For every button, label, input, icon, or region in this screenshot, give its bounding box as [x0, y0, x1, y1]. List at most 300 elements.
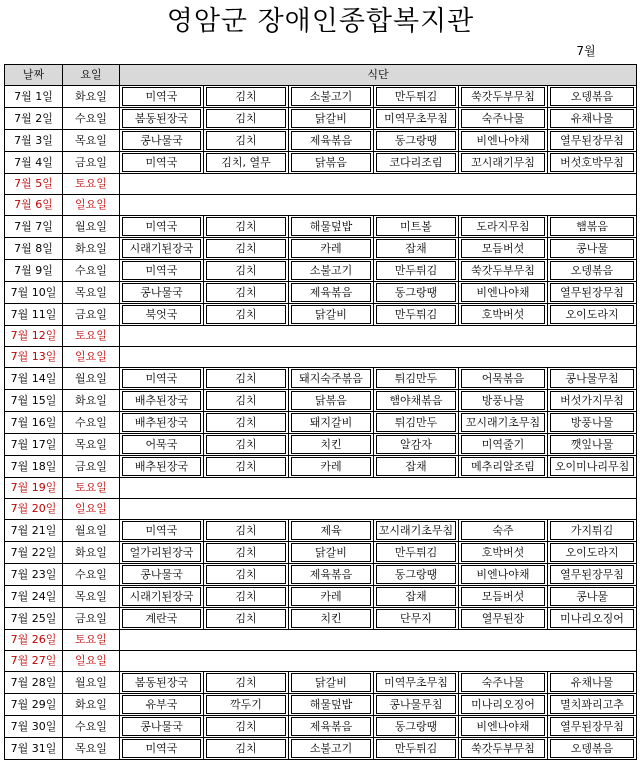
dish-cell	[289, 434, 374, 456]
dish-cell	[120, 130, 204, 152]
dish-name: 잡채	[376, 457, 456, 476]
dish-name: 김치	[206, 217, 286, 236]
dish-cell	[120, 456, 204, 478]
date-cell: 7월 19일	[5, 478, 63, 499]
dish-cell	[374, 238, 459, 260]
dish-name: 미역국	[122, 739, 201, 758]
day-cell: 화요일	[63, 694, 120, 716]
dish-cell	[204, 282, 289, 304]
dish-cell	[204, 86, 289, 108]
empty-menu-cell	[120, 630, 637, 651]
dish-cell	[548, 738, 637, 760]
table-row	[5, 326, 637, 347]
dish-cell	[374, 434, 459, 456]
dish-name: 치킨	[291, 609, 371, 628]
table-row	[5, 434, 637, 456]
dish-name: 동그랑땡	[376, 131, 456, 150]
dish-name: 배추된장국	[122, 457, 201, 476]
table-row	[5, 238, 637, 260]
dish-name: 김치	[206, 305, 286, 324]
dish-cell	[204, 412, 289, 434]
table-row	[5, 542, 637, 564]
dish-cell	[289, 412, 374, 434]
dish-cell	[459, 542, 548, 564]
dish-name: 해물덮밥	[291, 695, 371, 714]
dish-cell	[548, 282, 637, 304]
dish-name: 미역국	[122, 521, 201, 540]
dish-cell	[548, 412, 637, 434]
dish-name: 꼬시래기초무침	[376, 521, 456, 540]
meal-schedule-table	[4, 64, 637, 760]
dish-name: 호박버섯	[461, 305, 545, 324]
date-cell: 7월 18일	[5, 456, 63, 478]
dish-name: 제육볶음	[291, 283, 371, 302]
dish-cell	[120, 608, 204, 630]
dish-cell	[120, 260, 204, 282]
date-cell: 7월 5일	[5, 174, 63, 195]
date-cell: 7월 7일	[5, 216, 63, 238]
table-row	[5, 152, 637, 174]
dish-name: 김치	[206, 87, 286, 106]
dish-name: 김치	[206, 283, 286, 302]
day-cell: 토요일	[63, 630, 120, 651]
table-row	[5, 260, 637, 282]
dish-cell	[204, 564, 289, 586]
dish-cell	[548, 542, 637, 564]
dish-cell	[120, 586, 204, 608]
date-column-header: 날짜	[5, 65, 63, 86]
dish-name: 김치	[206, 673, 286, 692]
dish-name: 열무된장무침	[550, 283, 634, 302]
table-row	[5, 304, 637, 326]
dish-cell	[459, 238, 548, 260]
dish-cell	[459, 108, 548, 130]
dish-cell	[548, 216, 637, 238]
dish-name: 소불고기	[291, 261, 371, 280]
dish-name: 미역무초무침	[376, 109, 456, 128]
table-row	[5, 412, 637, 434]
dish-name: 유채나물	[550, 109, 634, 128]
dish-cell	[204, 152, 289, 174]
dish-name: 미역줄기	[461, 435, 545, 454]
date-cell: 7월 28일	[5, 672, 63, 694]
dish-name: 가지튀김	[550, 521, 634, 540]
dish-cell	[289, 130, 374, 152]
dish-name: 김치	[206, 131, 286, 150]
dish-cell	[374, 304, 459, 326]
dish-name: 김치	[206, 413, 286, 432]
dish-name: 햄야채볶음	[376, 391, 456, 410]
dish-name: 김치	[206, 609, 286, 628]
dish-cell	[204, 390, 289, 412]
dish-cell	[289, 586, 374, 608]
dish-cell	[548, 520, 637, 542]
dish-cell	[459, 304, 548, 326]
month-label: 7월	[576, 44, 596, 58]
dish-name: 김치	[206, 109, 286, 128]
dish-name: 미역무초무침	[376, 673, 456, 692]
dish-cell	[289, 86, 374, 108]
dish-cell	[204, 304, 289, 326]
dish-cell	[374, 412, 459, 434]
dish-cell	[548, 390, 637, 412]
dish-cell	[374, 390, 459, 412]
date-cell: 7월 8일	[5, 238, 63, 260]
date-cell: 7월 12일	[5, 326, 63, 347]
dish-cell	[374, 130, 459, 152]
dish-cell	[459, 412, 548, 434]
date-cell: 7월 15일	[5, 390, 63, 412]
dish-cell	[289, 282, 374, 304]
date-cell: 7월 6일	[5, 195, 63, 216]
table-row	[5, 672, 637, 694]
dish-name: 만두튀김	[376, 543, 456, 562]
day-cell: 수요일	[63, 564, 120, 586]
date-cell: 7월 13일	[5, 347, 63, 368]
dish-name: 콩나물국	[122, 565, 201, 584]
dish-cell	[204, 368, 289, 390]
dish-cell	[120, 716, 204, 738]
dish-cell	[548, 694, 637, 716]
dish-name: 콩나물	[550, 239, 634, 258]
dish-cell	[374, 368, 459, 390]
date-cell: 7월 30일	[5, 716, 63, 738]
day-cell: 월요일	[63, 216, 120, 238]
dish-name: 비엔나야채	[461, 717, 545, 736]
dish-cell	[374, 86, 459, 108]
dish-name: 오뎅볶음	[550, 739, 634, 758]
dish-name: 단무지	[376, 609, 456, 628]
day-cell: 목요일	[63, 130, 120, 152]
dish-name: 튀김만두	[376, 413, 456, 432]
dish-name: 시래기된장국	[122, 239, 201, 258]
dish-cell	[374, 108, 459, 130]
date-cell: 7월 17일	[5, 434, 63, 456]
dish-cell	[289, 238, 374, 260]
table-row	[5, 651, 637, 672]
date-cell: 7월 9일	[5, 260, 63, 282]
table-row	[5, 195, 637, 216]
dish-name: 김치	[206, 565, 286, 584]
dish-cell	[204, 694, 289, 716]
dish-name: 제육볶음	[291, 717, 371, 736]
dish-name: 만두튀김	[376, 261, 456, 280]
dish-cell	[459, 694, 548, 716]
table-row	[5, 86, 637, 108]
dish-name: 카레	[291, 457, 371, 476]
table-row	[5, 738, 637, 760]
dish-name: 알감자	[376, 435, 456, 454]
dish-cell	[204, 260, 289, 282]
dish-name: 미역국	[122, 87, 201, 106]
date-cell: 7월 1일	[5, 86, 63, 108]
dish-cell	[289, 152, 374, 174]
day-cell: 일요일	[63, 651, 120, 672]
date-cell: 7월 14일	[5, 368, 63, 390]
dish-name: 미역국	[122, 153, 201, 172]
empty-menu-cell	[120, 347, 637, 368]
table-row	[5, 608, 637, 630]
dish-cell	[548, 130, 637, 152]
dish-name: 계란국	[122, 609, 201, 628]
dish-cell	[548, 716, 637, 738]
dish-name: 배추된장국	[122, 413, 201, 432]
dish-name: 제육볶음	[291, 131, 371, 150]
dish-cell	[120, 152, 204, 174]
dish-cell	[548, 672, 637, 694]
dish-name: 닭갈비	[291, 109, 371, 128]
dish-cell	[289, 216, 374, 238]
dish-name: 호박버섯	[461, 543, 545, 562]
date-cell: 7월 24일	[5, 586, 63, 608]
date-cell: 7월 21일	[5, 520, 63, 542]
table-body	[5, 86, 637, 760]
dish-cell	[459, 586, 548, 608]
dish-name: 어묵볶음	[461, 369, 545, 388]
dish-cell	[289, 608, 374, 630]
day-cell: 일요일	[63, 195, 120, 216]
dish-name: 쑥갓두부무침	[461, 261, 545, 280]
dish-cell	[459, 86, 548, 108]
dish-cell	[204, 672, 289, 694]
day-cell: 목요일	[63, 586, 120, 608]
dish-cell	[120, 434, 204, 456]
day-cell: 화요일	[63, 390, 120, 412]
dish-cell	[289, 542, 374, 564]
dish-cell	[374, 672, 459, 694]
dish-cell	[289, 304, 374, 326]
day-cell: 목요일	[63, 434, 120, 456]
date-cell: 7월 25일	[5, 608, 63, 630]
dish-name: 비엔나야채	[461, 283, 545, 302]
dish-name: 제육볶음	[291, 565, 371, 584]
dish-cell	[374, 716, 459, 738]
dish-name: 동그랑땡	[376, 717, 456, 736]
day-cell: 목요일	[63, 282, 120, 304]
dish-name: 콩나물국	[122, 131, 201, 150]
empty-menu-cell	[120, 195, 637, 216]
dish-name: 만두튀김	[376, 87, 456, 106]
empty-menu-cell	[120, 478, 637, 499]
dish-name: 미나리오징어	[550, 609, 634, 628]
dish-cell	[204, 738, 289, 760]
dish-name: 소불고기	[291, 739, 371, 758]
day-cell: 목요일	[63, 738, 120, 760]
page-title: 영암군 장애인종합복지관	[166, 6, 475, 37]
dish-cell	[204, 608, 289, 630]
dish-name: 만두튀김	[376, 305, 456, 324]
dish-name: 미역국	[122, 217, 201, 236]
day-cell: 화요일	[63, 542, 120, 564]
dish-name: 잡채	[376, 239, 456, 258]
dish-name: 콩나물국	[122, 717, 201, 736]
dish-name: 어묵국	[122, 435, 201, 454]
dish-cell	[204, 520, 289, 542]
day-cell: 화요일	[63, 86, 120, 108]
table-row	[5, 174, 637, 195]
dish-cell	[120, 216, 204, 238]
day-cell: 일요일	[63, 499, 120, 520]
dish-name: 치킨	[291, 435, 371, 454]
day-column-header: 요일	[63, 65, 120, 86]
dish-name: 콩나물	[550, 587, 634, 606]
dish-cell	[548, 238, 637, 260]
dish-cell	[120, 108, 204, 130]
dish-cell	[204, 586, 289, 608]
date-cell: 7월 16일	[5, 412, 63, 434]
dish-cell	[459, 738, 548, 760]
dish-cell	[548, 564, 637, 586]
dish-name: 돼지숙주볶음	[291, 369, 371, 388]
dish-name: 도라지무침	[461, 217, 545, 236]
dish-cell	[459, 608, 548, 630]
dish-name: 카레	[291, 239, 371, 258]
dish-name: 김치	[206, 521, 286, 540]
dish-cell	[374, 260, 459, 282]
dish-name: 비엔나야채	[461, 131, 545, 150]
date-cell: 7월 11일	[5, 304, 63, 326]
dish-cell	[548, 456, 637, 478]
dish-name: 오뎅볶음	[550, 87, 634, 106]
dish-cell	[548, 260, 637, 282]
dish-cell	[120, 738, 204, 760]
dish-name: 김치	[206, 391, 286, 410]
dish-name: 열무된장무침	[550, 717, 634, 736]
day-cell: 금요일	[63, 456, 120, 478]
dish-cell	[289, 368, 374, 390]
dish-cell	[374, 542, 459, 564]
dish-name: 오뎅볶음	[550, 261, 634, 280]
dish-cell	[548, 368, 637, 390]
dish-name: 버섯가지무침	[550, 391, 634, 410]
table-row	[5, 499, 637, 520]
dish-name: 닭갈비	[291, 543, 371, 562]
dish-name: 김치, 열무	[206, 153, 286, 172]
dish-name: 김치	[206, 369, 286, 388]
dish-cell	[120, 86, 204, 108]
dish-name: 김치	[206, 543, 286, 562]
dish-name: 봄동된장국	[122, 109, 201, 128]
day-cell: 수요일	[63, 412, 120, 434]
dish-cell	[374, 456, 459, 478]
date-cell: 7월 4일	[5, 152, 63, 174]
table-row	[5, 282, 637, 304]
day-cell: 화요일	[63, 238, 120, 260]
dish-cell	[548, 152, 637, 174]
dish-name: 돼지갈비	[291, 413, 371, 432]
dish-name: 메추리알조림	[461, 457, 545, 476]
table-row	[5, 564, 637, 586]
dish-cell	[120, 304, 204, 326]
dish-name: 콩나물무침	[550, 369, 634, 388]
dish-name: 잡채	[376, 587, 456, 606]
dish-cell	[289, 716, 374, 738]
dish-name: 얼가리된장국	[122, 543, 201, 562]
dish-name: 튀김만두	[376, 369, 456, 388]
dish-cell	[374, 282, 459, 304]
dish-name: 만두튀김	[376, 739, 456, 758]
day-cell: 토요일	[63, 326, 120, 347]
date-cell: 7월 23일	[5, 564, 63, 586]
table-row	[5, 108, 637, 130]
day-cell: 월요일	[63, 520, 120, 542]
dish-cell	[374, 738, 459, 760]
dish-name: 콩나물국	[122, 283, 201, 302]
dish-name: 동그랑땡	[376, 283, 456, 302]
dish-name: 열무된장무침	[550, 565, 634, 584]
day-cell: 금요일	[63, 152, 120, 174]
dish-cell	[204, 216, 289, 238]
day-cell: 일요일	[63, 347, 120, 368]
dish-name: 열무된장	[461, 609, 545, 628]
dish-name: 닭볶음	[291, 153, 371, 172]
dish-name: 김치	[206, 717, 286, 736]
dish-name: 코다리조림	[376, 153, 456, 172]
dish-cell	[204, 716, 289, 738]
dish-name: 모듬버섯	[461, 239, 545, 258]
table-row	[5, 630, 637, 651]
dish-cell	[204, 434, 289, 456]
day-cell: 수요일	[63, 716, 120, 738]
dish-cell	[459, 434, 548, 456]
dish-cell	[120, 520, 204, 542]
date-cell: 7월 27일	[5, 651, 63, 672]
day-cell: 월요일	[63, 672, 120, 694]
table-row	[5, 520, 637, 542]
dish-name: 오이도라지	[550, 543, 634, 562]
dish-name: 꼬시래기무침	[461, 153, 545, 172]
table-row	[5, 390, 637, 412]
table-row	[5, 478, 637, 499]
dish-cell	[120, 672, 204, 694]
dish-cell	[548, 86, 637, 108]
day-cell: 수요일	[63, 108, 120, 130]
dish-name: 숙주나물	[461, 109, 545, 128]
dish-name: 방풍나물	[461, 391, 545, 410]
dish-cell	[120, 368, 204, 390]
dish-name: 미역국	[122, 261, 201, 280]
table-header-row	[5, 65, 637, 86]
empty-menu-cell	[120, 499, 637, 520]
dish-name: 김치	[206, 457, 286, 476]
empty-menu-cell	[120, 651, 637, 672]
dish-name: 햄볶음	[550, 217, 634, 236]
dish-name: 오이미나리무침	[550, 457, 634, 476]
day-cell: 금요일	[63, 304, 120, 326]
dish-name: 해물덮밥	[291, 217, 371, 236]
dish-cell	[289, 738, 374, 760]
dish-name: 모듬버섯	[461, 587, 545, 606]
dish-name: 멸치꽈리고추	[550, 695, 634, 714]
dish-cell	[120, 390, 204, 412]
dish-name: 미역국	[122, 369, 201, 388]
date-cell: 7월 29일	[5, 694, 63, 716]
table-row	[5, 130, 637, 152]
dish-name: 깻잎나물	[550, 435, 634, 454]
dish-cell	[459, 152, 548, 174]
dish-name: 동그랑땡	[376, 565, 456, 584]
table-row	[5, 716, 637, 738]
dish-name: 닭볶음	[291, 391, 371, 410]
dish-name: 유채나물	[550, 673, 634, 692]
dish-name: 콩나물무침	[376, 695, 456, 714]
day-cell: 토요일	[63, 174, 120, 195]
dish-name: 북엇국	[122, 305, 201, 324]
dish-cell	[548, 434, 637, 456]
table-row	[5, 347, 637, 368]
table-row	[5, 368, 637, 390]
table-row	[5, 216, 637, 238]
